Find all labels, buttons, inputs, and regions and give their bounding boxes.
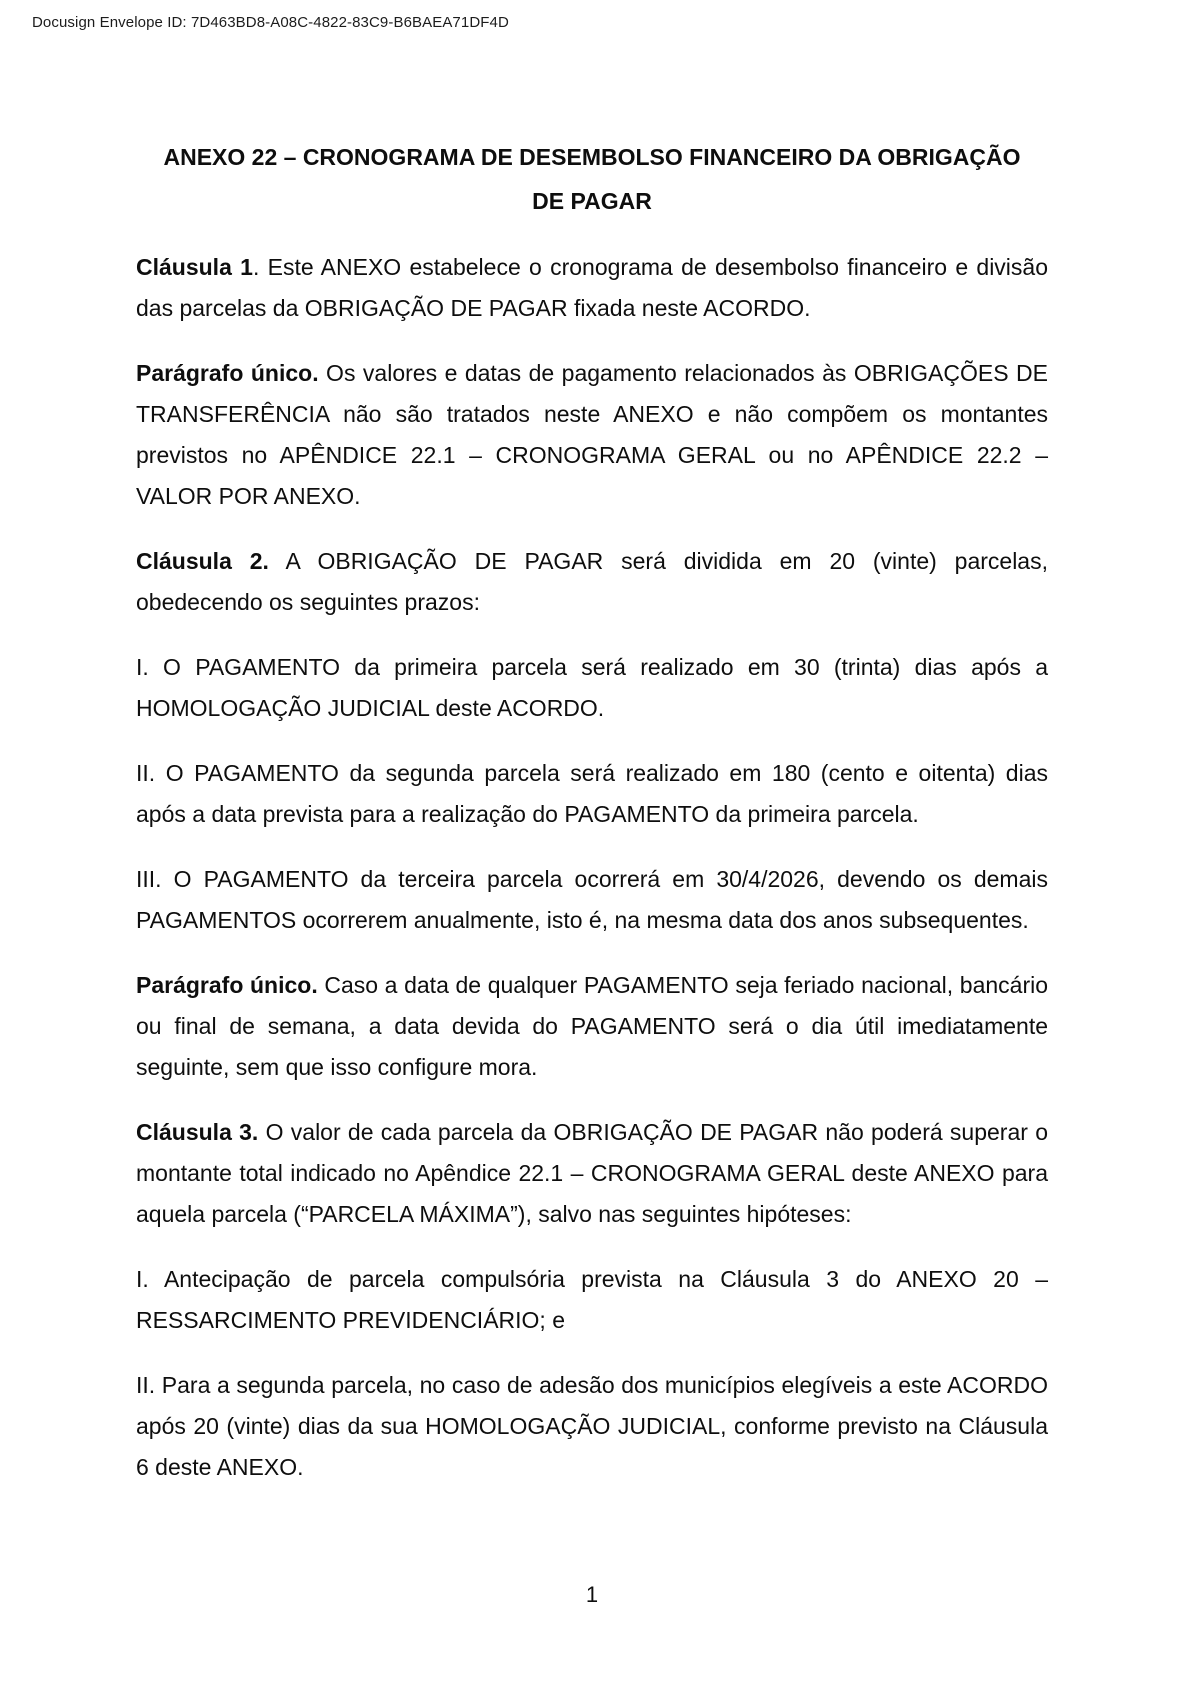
document-title-line-1: ANEXO 22 – CRONOGRAMA DE DESEMBOLSO FINANCEIRO DA OBRIGAÇÃO [163,144,1021,170]
paragraph-clausula-2 [136,541,1048,623]
document-title [136,135,1048,223]
paragraph-clausula-1 [136,247,1048,329]
paragraph-item-ii-clausula-2 [136,753,1048,835]
docusign-envelope-id: Docusign Envelope ID: 7D463BD8-A08C-4822-83C9-B6BAEA71DF4D [32,14,509,31]
paragraph-text: II. Para a segunda parcela, no caso de adesão dos municípios elegíveis a este ACORDO após 20 (vinte) dias da sua HOMOLOGAÇÃO JUDICIAL, conforme previsto na Cláusula 6 deste ANEXO. [136,1372,1048,1480]
paragraph-text: III. O PAGAMENTO da terceira parcela ocorrerá em 30/4/2026, devendo os demais PAGAMENTOS ocorrerem anualmente, isto é, na mesma data dos anos subsequentes. [136,866,1048,933]
paragraph-paragrafo-unico-1 [136,353,1048,517]
paragraph-paragrafo-unico-2 [136,965,1048,1088]
paragraph-lead: Cláusula 2. [136,548,269,574]
paragraph-lead: Cláusula 3. [136,1119,259,1145]
paragraph-text: O valor de cada parcela da OBRIGAÇÃO DE PAGAR não poderá superar o montante total indicado no Apêndice 22.1 – CRONOGRAMA GERAL deste ANEXO para aquela parcela (“PARCELA MÁXIMA”), salvo nas seguintes hipóteses: [136,1119,1048,1227]
paragraph-item-i-clausula-3 [136,1259,1048,1341]
paragraph-text: Caso a data de qualquer PAGAMENTO seja feriado nacional, bancário ou final de semana, a data devida do PAGAMENTO será o dia útil imediatamente seguinte, sem que isso configure mora. [136,972,1049,1080]
paragraph-text: Os valores e datas de pagamento relacionados às OBRIGAÇÕES DE TRANSFERÊNCIA não são tratados neste ANEXO e não compõem os montantes previstos no APÊNDICE 22.1 – CRONOGRAMA GERAL ou no APÊNDICE 22.2 – VALOR POR ANEXO. [136,360,1048,509]
paragraph-item-ii-clausula-3 [136,1365,1048,1488]
paragraph-text: A OBRIGAÇÃO DE PAGAR será dividida em 20 (vinte) parcelas, obedecendo os seguintes prazos: [136,548,1048,615]
paragraph-item-iii-clausula-2 [136,859,1048,941]
paragraph-lead: Parágrafo único. [136,360,319,386]
paragraph-lead: Cláusula 1 [136,254,253,280]
paragraph-text: I. O PAGAMENTO da primeira parcela será realizado em 30 (trinta) dias após a HOMOLOGAÇÃO JUDICIAL deste ACORDO. [136,654,1048,721]
paragraph-item-i-clausula-2 [136,647,1048,729]
paragraph-clausula-3 [136,1112,1048,1235]
page-number: 1 [585,1582,599,1607]
paragraph-lead: Parágrafo único. [136,972,318,998]
paragraph-text: I. Antecipação de parcela compulsória prevista na Cláusula 3 do ANEXO 20 – RESSARCIMENTO PREVIDENCIÁRIO; e [136,1266,1048,1333]
document-title-line-2: DE PAGAR [532,188,652,214]
paragraph-text: II. O PAGAMENTO da segunda parcela será realizado em 180 (cento e oitenta) dias após a data prevista para a realização do PAGAMENTO da primeira parcela. [136,760,1048,827]
paragraph-text: . Este ANEXO estabelece o cronograma de desembolso financeiro e divisão das parcelas da OBRIGAÇÃO DE PAGAR fixada neste ACORDO. [136,254,1048,321]
document-body [136,135,1048,1512]
